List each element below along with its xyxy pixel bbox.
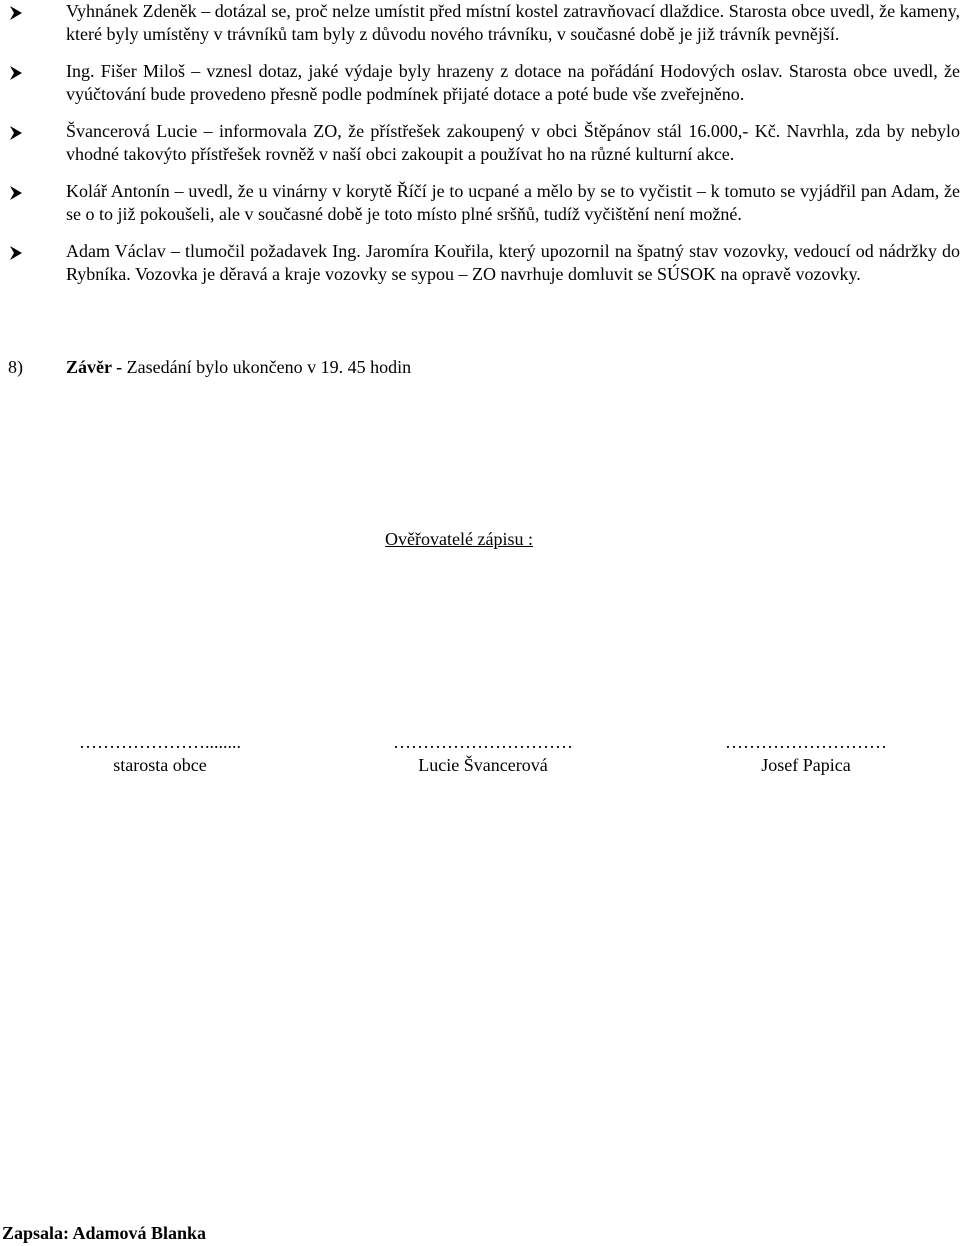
list-item [8,0,960,46]
section-number: 8) [8,357,23,377]
arrow-bullet-icon [8,185,24,201]
list-item [8,240,960,286]
signature-name: starosta obce [113,755,207,775]
list-item [8,120,960,166]
arrow-bullet-icon [8,65,24,81]
signature-line: …………………........ [79,732,241,752]
list-item [8,180,960,226]
signature-block [60,731,260,777]
section-label: Závěr - [66,357,123,377]
signature-block [706,731,906,777]
list-item-text: Švancerová Lucie – informovala ZO, že přístřešek zakoupený v obci Štěpánov stál 16.000,- Kč. Navrhla, zda by nebylo vhodné takovýto přístřešek rovněž v naší obci zakoupit a používat ho na různé kulturní akce. [66,121,960,164]
list-item-text: Adam Václav – tlumočil požadavek Ing. Jaromíra Kouřila, který upozornil na špatný stav vozovky, vedoucí od nádržky do Rybníka. Vozovka je děravá a kraje vozovky se sypou – ZO navrhuje domluvit se SÚSOK na opravě vozovky. [66,241,960,284]
signature-line: ……………………… [725,732,887,752]
list-item [8,60,960,106]
recorded-by: Zapsala: Adamová Blanka [2,1223,207,1243]
verifiers-heading: Ověřovatelé zápisu : [385,529,533,549]
section-text: Zasedání bylo ukončeno v 19. 45 hodin [122,357,412,377]
discussion-list [8,0,960,300]
list-item-text: Ing. Fišer Miloš – vznesl dotaz, jaké výdaje byly hrazeny z dotace na pořádání Hodových oslav. Starosta obce uvedl, že vyúčtování bude provedeno přesně podle podmínek přijaté dotace a poté bude vše zveřejněno. [66,61,960,104]
section-conclusion [8,356,411,379]
list-item-text: Kolář Antonín – uvedl, že u vinárny v korytě Říčí je to ucpané a mělo by se to vyčistit – k tomuto se vyjádřil pan Adam, že se o to již pokoušeli, ale v současné době je toto místo plné sršňů, tudíž vyčištění není možné. [66,181,960,224]
arrow-bullet-icon [8,245,24,261]
signature-block [378,731,588,777]
list-item-text: Vyhnánek Zdeněk – dotázal se, proč nelze umístit před místní kostel zatravňovací dlaždice. Starosta obce uvedl, že kameny, které byly umístěny v trávníků tam byly z důvodu nového trávníku, v současné době je již trávník pevnější. [66,1,960,44]
arrow-bullet-icon [8,125,24,141]
signature-line: ………………………… [393,732,573,752]
signature-name: Josef Papica [761,755,851,775]
signature-name: Lucie Švancerová [418,755,548,775]
arrow-bullet-icon [8,5,24,21]
